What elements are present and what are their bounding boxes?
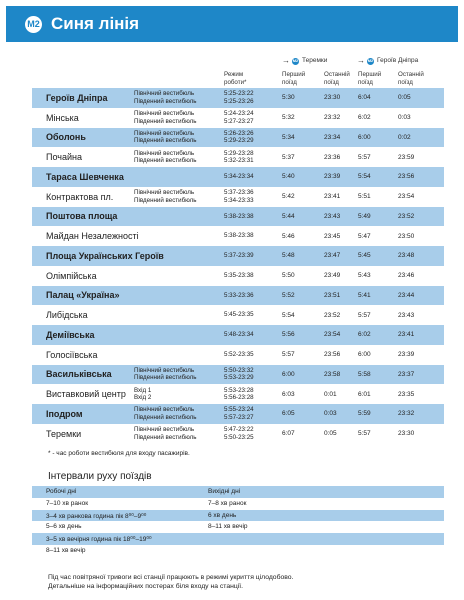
last-train-heroiv-dnipra: 23:48 — [398, 252, 415, 260]
interval-weekday: 8–11 хв вечір — [46, 546, 86, 554]
last-train-heroiv-dnipra: 23:35 — [398, 390, 415, 398]
arrow-right-icon: → — [357, 56, 365, 65]
interval-row — [32, 486, 444, 498]
first-train-heroiv-dnipra: 6:02 — [358, 114, 371, 122]
first-train-heroiv-dnipra: 5:57 — [358, 153, 371, 161]
metro-line-icon: M2 — [367, 58, 374, 63]
operating-hours — [224, 90, 254, 105]
hours-value: 5:47-23:22 — [224, 426, 254, 434]
first-train-heroiv-dnipra: 5:58 — [358, 370, 371, 378]
last-train-heroiv-dnipra: 23:59 — [398, 153, 415, 161]
interval-weekday: 5–6 хв день — [46, 523, 82, 531]
operating-hours — [224, 110, 254, 125]
station-name: Поштова площа — [46, 211, 118, 222]
operating-hours — [224, 189, 254, 204]
operating-hours — [224, 272, 254, 280]
operating-hours — [224, 351, 254, 359]
hours-value: 5:34-23:33 — [224, 196, 254, 204]
table-row — [32, 88, 444, 108]
last-train-teremky: 23:49 — [324, 272, 341, 280]
operating-hours — [224, 331, 254, 339]
table-row — [32, 246, 444, 266]
footnote: * - час роботи вестибюля для входу пасажирів. — [48, 450, 190, 457]
vestibule-label: Північний вестибюль — [134, 90, 195, 98]
vestibule-label: Південний вестибюль — [134, 137, 197, 145]
last-train-teremky: 0:01 — [324, 390, 337, 398]
first-train-teremky: 5:40 — [282, 173, 295, 181]
first-train-heroiv-dnipra: 5:49 — [358, 212, 371, 220]
hours-value: 5:52-23:35 — [224, 350, 254, 358]
vestibule-label: Вхід 2 — [134, 394, 152, 402]
first-train-heroiv-dnipra: 5:43 — [358, 272, 371, 280]
line-header — [6, 6, 458, 42]
last-train-teremky: 23:54 — [324, 331, 341, 339]
station-name: Мінська — [46, 112, 79, 123]
hours-value: 5:24-23:24 — [224, 110, 254, 118]
first-train-teremky: 5:48 — [282, 252, 295, 260]
first-train-teremky: 5:44 — [282, 212, 295, 220]
first-train-heroiv-dnipra: 5:47 — [358, 232, 371, 240]
table-row — [32, 424, 444, 444]
last-train-teremky: 23:41 — [324, 193, 341, 201]
last-train-heroiv-dnipra: 23:39 — [398, 351, 415, 359]
vestibule-label: Південний вестибюль — [134, 374, 197, 382]
vestibule-label: Південний вестибюль — [134, 157, 197, 165]
hours-value: 5:50-23:32 — [224, 366, 254, 374]
interval-weekday: 3–4 хв ранкова година пік 8⁰⁰–9⁰⁰ — [46, 512, 147, 520]
operating-hours — [224, 292, 254, 300]
interval-row — [32, 533, 444, 545]
hours-value: 5:26-23:26 — [224, 129, 254, 137]
hours-value: 5:25-23:26 — [224, 97, 254, 105]
operating-hours — [224, 311, 254, 319]
last-train-heroiv-dnipra: 0:05 — [398, 94, 411, 102]
intervals-title: Інтервали руху поїздів — [48, 471, 152, 482]
last-train-teremky: 23:34 — [324, 133, 341, 141]
last-train-heroiv-dnipra: 23:30 — [398, 430, 415, 438]
last-train-teremky: 23:36 — [324, 153, 341, 161]
table-row — [32, 325, 444, 345]
station-name: Голосіївська — [46, 349, 98, 360]
operating-hours — [224, 387, 254, 402]
hours-value: 5:27-23:27 — [224, 117, 254, 125]
first-train-heroiv-dnipra: 6:00 — [358, 133, 371, 141]
vestibule-label: Північний вестибюль — [134, 189, 195, 197]
interval-weekend: Вихідні дні — [208, 488, 241, 495]
first-train-teremky: 5:34 — [282, 133, 295, 141]
station-name: Виставковий центр — [46, 389, 126, 400]
first-train-heroiv-dnipra: 6:01 — [358, 390, 371, 398]
first-train-heroiv-dnipra: 5:41 — [358, 291, 371, 299]
first-train-teremky: 5:42 — [282, 193, 295, 201]
first-train-heroiv-dnipra: 5:59 — [358, 410, 371, 418]
vestibule-label: Північний вестибюль — [134, 366, 195, 374]
operating-hours — [224, 252, 254, 260]
station-name: Палац «Україна» — [46, 290, 120, 301]
vestibule-label: Південний вестибюль — [134, 117, 197, 125]
hours-value: 5:38-23:38 — [224, 212, 254, 220]
operating-hours — [224, 367, 254, 382]
last-train-heroiv-dnipra: 23:43 — [398, 311, 415, 319]
interval-weekday: 7–10 хв ранок — [46, 499, 89, 507]
last-train-teremky: 23:30 — [324, 94, 341, 102]
metro-line-icon: M2 — [292, 58, 299, 63]
first-train-teremky: 6:03 — [282, 390, 295, 398]
table-row — [32, 226, 444, 246]
operating-hours — [224, 232, 254, 240]
vestibule-list — [134, 387, 151, 402]
last-train-teremky: 23:58 — [324, 370, 341, 378]
hours-value: 5:33-23:36 — [224, 291, 254, 299]
station-name: Іподром — [46, 408, 83, 419]
first-train-heroiv-dnipra: 6:00 — [358, 351, 371, 359]
table-row — [32, 305, 444, 325]
hours-value: 5:25-23:22 — [224, 90, 254, 98]
last-train-teremky: 23:43 — [324, 212, 341, 220]
table-row — [32, 187, 444, 207]
first-train-heroiv-dnipra: 6:04 — [358, 94, 371, 102]
last-train-heroiv-dnipra: 23:54 — [398, 193, 415, 201]
interval-row — [32, 510, 444, 522]
hours-value: 5:37-23:39 — [224, 252, 254, 260]
vestibule-list — [134, 426, 196, 441]
first-train-teremky: 5:46 — [282, 232, 295, 240]
last-train-header: Останній поїзд — [324, 71, 350, 86]
first-train-header: Перший поїзд — [358, 71, 382, 86]
first-train-heroiv-dnipra: 6:02 — [358, 331, 371, 339]
hours-value: 5:45-23:35 — [224, 311, 254, 319]
arrow-right-icon: → — [282, 56, 290, 65]
table-row — [32, 207, 444, 227]
vestibule-list — [134, 150, 196, 165]
vestibule-list — [134, 406, 196, 421]
interval-row — [32, 521, 444, 533]
station-name: Либідська — [46, 310, 88, 321]
last-train-heroiv-dnipra: 23:44 — [398, 291, 415, 299]
last-train-heroiv-dnipra: 23:46 — [398, 272, 415, 280]
table-row — [32, 108, 444, 128]
interval-weekday: 3–5 хв вечірня година пік 18⁰⁰–19⁰⁰ — [46, 536, 152, 544]
last-train-heroiv-dnipra: 23:50 — [398, 232, 415, 240]
table-row — [32, 128, 444, 148]
operating-hours — [224, 406, 254, 421]
station-name: Героїв Дніпра — [46, 92, 108, 103]
air-raid-notice: Під час повітряної тривоги всі станції працюють в режимі укриття цілодобово. Детальніше на інформаційних постерах біля входу на станції. — [48, 574, 294, 590]
last-train-header: Останній поїзд — [398, 71, 424, 86]
first-train-teremky: 5:32 — [282, 114, 295, 122]
last-train-teremky: 23:32 — [324, 114, 341, 122]
station-name: Олімпійська — [46, 270, 97, 281]
first-train-heroiv-dnipra: 5:57 — [358, 430, 371, 438]
vestibule-label: Північний вестибюль — [134, 129, 195, 137]
first-train-teremky: 5:57 — [282, 351, 295, 359]
hours-column-header: Режим роботи* — [224, 71, 247, 86]
hours-value: 5:35-23:38 — [224, 271, 254, 279]
hours-value: 5:29-23:29 — [224, 137, 254, 145]
last-train-heroiv-dnipra: 0:02 — [398, 133, 411, 141]
table-row — [32, 266, 444, 286]
interval-weekend: 7–8 хв ранок — [208, 499, 247, 507]
first-train-teremky: 5:50 — [282, 272, 295, 280]
first-train-teremky: 5:37 — [282, 153, 295, 161]
hours-value: 5:32-23:31 — [224, 157, 254, 165]
last-train-teremky: 23:51 — [324, 291, 341, 299]
first-train-heroiv-dnipra: 5:45 — [358, 252, 371, 260]
vestibule-list — [134, 189, 196, 204]
interval-row — [32, 545, 444, 557]
last-train-heroiv-dnipra: 23:56 — [398, 173, 415, 181]
first-train-teremky: 6:07 — [282, 430, 295, 438]
last-train-heroiv-dnipra: 0:03 — [398, 114, 411, 122]
last-train-teremky: 0:03 — [324, 410, 337, 418]
first-train-header: Перший поїзд — [282, 71, 306, 86]
direction-heroiv-dnipra-header: → M2 Героїв Дніпра — [357, 56, 419, 65]
interval-weekday: Робочі дні — [46, 488, 77, 495]
interval-row — [32, 498, 444, 510]
first-train-teremky: 6:05 — [282, 410, 295, 418]
vestibule-label: Північний вестибюль — [134, 426, 195, 434]
last-train-teremky: 23:47 — [324, 252, 341, 260]
last-train-teremky: 23:45 — [324, 232, 341, 240]
operating-hours — [224, 150, 254, 165]
vestibule-list — [134, 130, 196, 145]
table-row — [32, 167, 444, 187]
first-train-teremky: 5:54 — [282, 311, 295, 319]
station-name: Почайна — [46, 152, 82, 163]
operating-hours — [224, 173, 254, 181]
first-train-teremky: 5:30 — [282, 94, 295, 102]
hours-value: 5:37-23:36 — [224, 189, 254, 197]
station-name: Васильківська — [46, 369, 112, 380]
page-title: Синя лінія — [51, 14, 140, 33]
station-name: Площа Українських Героїв — [46, 250, 164, 261]
hours-value: 5:34-23:34 — [224, 173, 254, 181]
vestibule-label: Північний вестибюль — [134, 110, 195, 118]
table-row — [32, 365, 444, 385]
hours-value: 5:53-23:28 — [224, 386, 254, 394]
hours-value: 5:29-23:28 — [224, 149, 254, 157]
station-name: Тараса Шевченка — [46, 171, 124, 182]
hours-value: 5:56-23:28 — [224, 394, 254, 402]
direction-teremky-header: → M2 Теремки — [282, 56, 328, 65]
first-train-teremky: 5:56 — [282, 331, 295, 339]
last-train-heroiv-dnipra: 23:37 — [398, 370, 415, 378]
station-name: Контрактова пл. — [46, 191, 114, 202]
last-train-teremky: 23:56 — [324, 351, 341, 359]
vestibule-label: Вхід 1 — [134, 386, 152, 394]
vestibule-label: Південний вестибюль — [134, 97, 197, 105]
hours-value: 5:57-23:27 — [224, 413, 254, 421]
interval-weekend: 8–11 хв вечір — [208, 523, 248, 531]
hours-value: 5:53-23:29 — [224, 374, 254, 382]
intervals-table — [32, 486, 444, 557]
station-name: Теремки — [46, 428, 82, 439]
station-name: Деміївська — [46, 329, 95, 340]
last-train-teremky: 23:39 — [324, 173, 341, 181]
hours-value: 5:38-23:38 — [224, 232, 254, 240]
hours-value: 5:55-23:24 — [224, 406, 254, 414]
table-row — [32, 384, 444, 404]
interval-weekend: 6 хв день — [208, 511, 237, 519]
metro-line-icon: M2 — [25, 16, 42, 33]
first-train-teremky: 6:00 — [282, 370, 295, 378]
vestibule-list — [134, 110, 196, 125]
table-row — [32, 147, 444, 167]
table-row — [32, 404, 444, 424]
first-train-heroiv-dnipra: 5:57 — [358, 311, 371, 319]
vestibule-label: Південний вестибюль — [134, 413, 197, 421]
last-train-heroiv-dnipra: 23:41 — [398, 331, 415, 339]
station-schedule-table — [32, 88, 444, 444]
first-train-teremky: 5:52 — [282, 291, 295, 299]
vestibule-list — [134, 90, 196, 105]
station-name: Майдан Незалежності — [46, 231, 139, 242]
vestibule-list — [134, 367, 196, 382]
hours-value: 5:50-23:25 — [224, 433, 254, 441]
first-train-heroiv-dnipra: 5:51 — [358, 193, 371, 201]
vestibule-label: Південний вестибюль — [134, 433, 197, 441]
hours-value: 5:48-23:34 — [224, 331, 254, 339]
station-name: Оболонь — [46, 132, 86, 143]
operating-hours — [224, 130, 254, 145]
last-train-heroiv-dnipra: 23:32 — [398, 410, 415, 418]
vestibule-label: Південний вестибюль — [134, 196, 197, 204]
table-row — [32, 345, 444, 365]
operating-hours — [224, 213, 254, 221]
operating-hours — [224, 426, 254, 441]
last-train-heroiv-dnipra: 23:52 — [398, 212, 415, 220]
first-train-heroiv-dnipra: 5:54 — [358, 173, 371, 181]
vestibule-label: Північний вестибюль — [134, 149, 195, 157]
last-train-teremky: 0:05 — [324, 430, 337, 438]
vestibule-label: Північний вестибюль — [134, 406, 195, 414]
table-row — [32, 286, 444, 306]
last-train-teremky: 23:52 — [324, 311, 341, 319]
